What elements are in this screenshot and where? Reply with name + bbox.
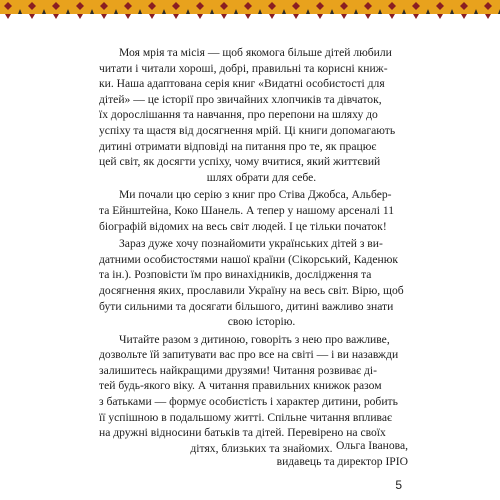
text-line: її успішною в подальшому житті. Спільне читання впливає: [99, 410, 392, 424]
ornament-tooth: [125, 14, 131, 19]
text-line: їх дорослішання та навчання, про перепони на шляху до: [99, 108, 378, 122]
ornament-tooth: [221, 14, 227, 19]
ornament-tooth: [269, 14, 275, 19]
text-line: тей будь-якого віку. А читання правильних книжок разом: [99, 379, 382, 393]
text-line: дітях, близьких та знайомих.: [190, 441, 333, 455]
signature: [277, 438, 408, 470]
ornament-pattern: [0, 0, 500, 22]
preface-text: [99, 45, 424, 458]
ornament-tooth: [365, 14, 371, 19]
ornament-tooth: [149, 14, 155, 19]
text-line: Ми почали цю серію з книг про Стіва Джобса, Альбер-: [119, 188, 392, 202]
ornament-tooth: [437, 14, 443, 19]
ornament-tooth: [173, 14, 179, 19]
ornament-tooth: [101, 14, 107, 19]
text-line: дитині отримати відповіді на питання про те, як працює: [99, 139, 377, 153]
ornament-tooth: [29, 14, 35, 19]
ornament-tooth: [413, 14, 419, 19]
paragraph-1: [99, 45, 424, 185]
ornament-tooth: [5, 14, 11, 19]
text-line: читати і читали хороші, добрі, правильні та корисні книж-: [99, 61, 388, 75]
ornament-tooth: [485, 14, 491, 19]
text-line: датними особистостями нашої країни (Сікорський, Каденюк: [99, 252, 399, 266]
text-line: з батьками — формує особистість і характер дитини, робить: [99, 395, 398, 409]
text-line: дітей» — це історії про звичайних хлопчиків та дівчаток,: [99, 92, 382, 106]
paragraph-3: [99, 236, 424, 330]
text-line: дозвольте їй запитувати вас про все на світі — і ви назавжди: [99, 348, 399, 362]
text-line: успіху та щастя від досягнення мрій. Ці книги допомагають: [99, 123, 396, 137]
author-title: видавець та директор ІРІО: [276, 455, 408, 468]
ornament-tooth: [245, 14, 251, 19]
decorative-top-border: [0, 0, 500, 22]
ornament-tooth: [341, 14, 347, 19]
paragraph-2: [99, 187, 424, 234]
text-line: залишитесь найкращими друзями! Читання розвиває ді-: [99, 363, 377, 377]
ornament-tooth: [461, 14, 467, 19]
text-line: біографій відомих на весь світ людей. І це тільки початок!: [99, 219, 387, 233]
ornament-tooth: [77, 14, 83, 19]
text-line: та Ейнштейна, Коко Шанель. А тепер у нашому арсеналі 11: [99, 203, 394, 217]
text-line: Моя мрія та місія — щоб якомога більше дітей любили: [119, 46, 392, 59]
ornament-tooth: [53, 14, 59, 19]
ornament-tooth: [317, 14, 323, 19]
text-line: ки. Наша адаптована серія книг «Видатні особистості для: [99, 77, 385, 91]
author-name: Ольга Іванова,: [336, 439, 408, 452]
ornament-tooth: [389, 14, 395, 19]
ornament-tooth: [293, 14, 299, 19]
text-line: бути сильними та досягати більшого, дитині важливо знати: [99, 299, 394, 313]
text-line: Зараз дуже хочу познайомити українських дітей з ви-: [119, 237, 383, 251]
text-line: на дружні відносини батьків та дітей. Перевірено на своїх: [99, 426, 386, 440]
text-line: свою історію.: [227, 315, 296, 329]
text-line: та ін.). Розповісти їм про винахідників, дослідження та: [99, 268, 372, 282]
text-line: цей світ, як досягти успіху, чому вчитися, який життєвий: [99, 155, 381, 169]
page-number: 5: [395, 478, 402, 492]
ornament-tooth: [197, 14, 203, 19]
text-line: Читайте разом з дитиною, говоріть з нею про важливе,: [119, 332, 390, 346]
text-line: досягнення яких, прославили Україну на весь світ. Вірю, щоб: [99, 283, 404, 297]
text-line: шлях обрати для себе.: [206, 170, 317, 184]
